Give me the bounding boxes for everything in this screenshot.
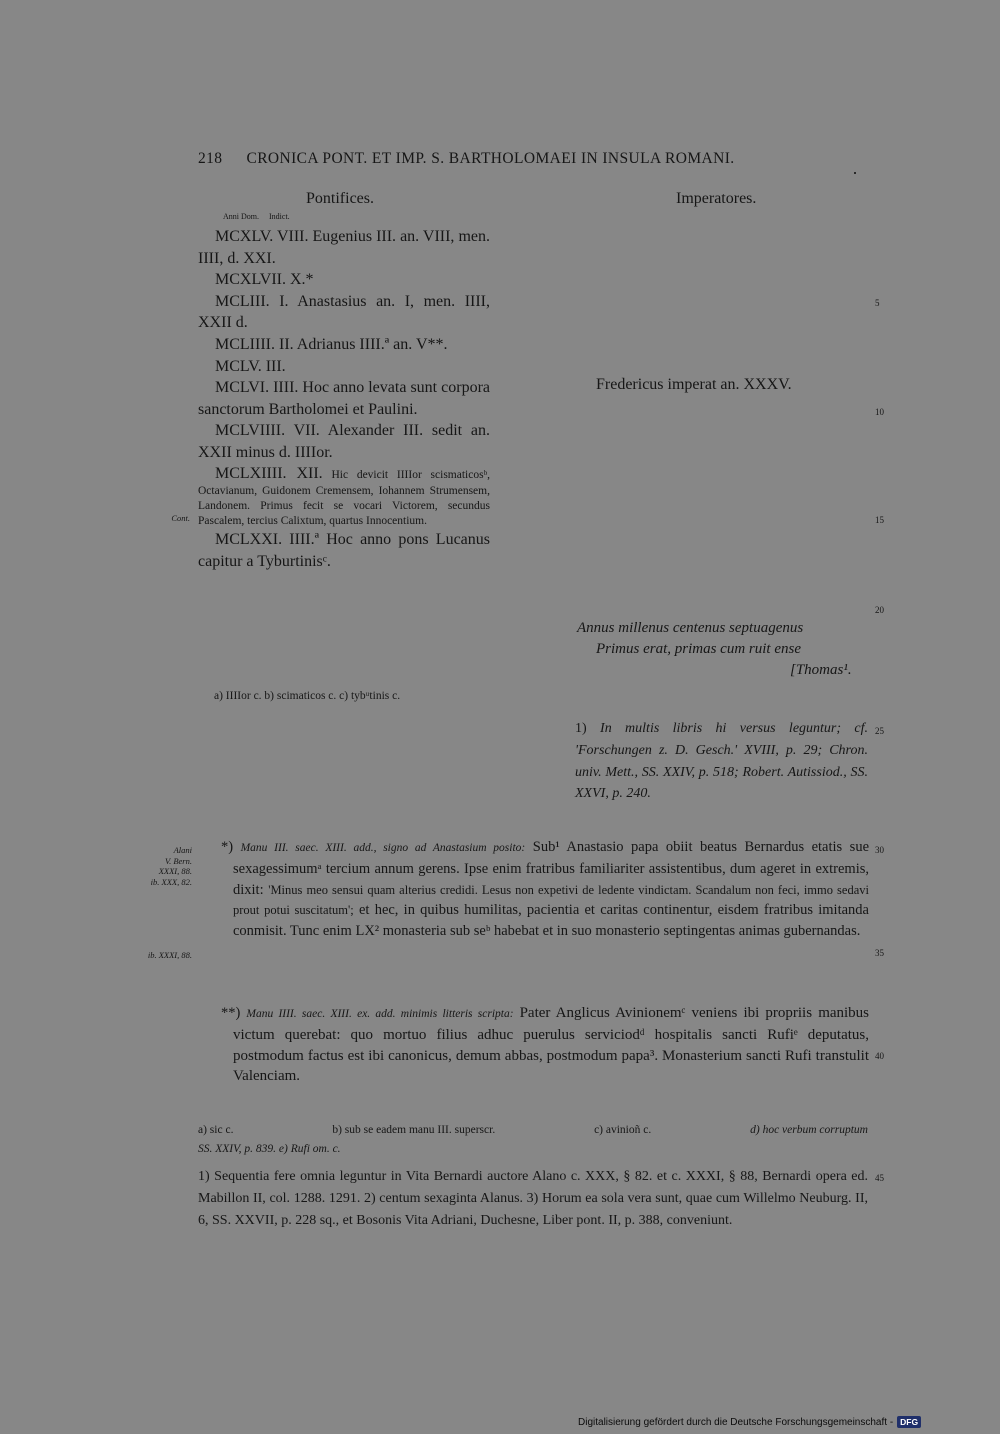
- critical-notes-a: a) IIIIor c. b) scimaticos c. c) tybᵘtinis c.: [214, 690, 401, 702]
- line-number: 15: [875, 515, 884, 525]
- verse-line-2: Primus erat, primas cum ruit ense: [596, 641, 801, 657]
- critical-notes-b-line-2: SS. XXIV, p. 839. e) Rufi om. c.: [198, 1143, 341, 1155]
- pontifex-entry-1171: MCLXXI. IIII.ª Hoc anno pons Lucanus capitur a Tyburtinisᶜ.: [198, 531, 490, 570]
- margin-note-v-bern: V. Bern.: [165, 855, 192, 866]
- verse-line-3: [Thomas¹.: [790, 662, 852, 678]
- addition-2-mark: **): [221, 1005, 241, 1021]
- pontifex-entry: MCLV. III.: [215, 357, 286, 375]
- pontifex-entry: MCLIII. I. Anastasius an. I, men. IIII, XXII d.: [198, 292, 490, 332]
- line-number: 40: [875, 1051, 884, 1061]
- margin-note-xxxi-88: XXXI, 88.: [158, 866, 192, 876]
- critical-notes-b-line-1: [198, 1121, 868, 1140]
- pontifex-entry: MCLIIII. II. Adrianus IIII.ª an. V**.: [215, 335, 448, 353]
- footnote-block-2: [198, 1166, 868, 1231]
- critical-notes-b: [198, 1121, 868, 1159]
- entry-1164-text: Hic devicit IIIIor scismaticosᵇ, Octavianum, Guidonem Cremensem, Iohannem Strumensem, Landonem. Primus fecit se vocari Victorem, secundus Pascalem, tercius Calixtum, quartus Innocentium.: [198, 468, 491, 527]
- margin-note-ib-xxxi-88: ib. XXXI, 88.: [147, 950, 192, 960]
- line-number: 35: [875, 948, 884, 958]
- line-number: 45: [875, 1173, 884, 1183]
- footer-credit: [578, 1416, 921, 1428]
- margin-note-alani-block: [120, 845, 192, 887]
- subheading-years: [223, 212, 300, 221]
- margin-note-ib-xxx-82: ib. XXX, 82.: [150, 876, 192, 887]
- line-number: 10: [875, 407, 884, 417]
- footnote-2-text: 1) Sequentia fere omnia leguntur in Vita Bernardi auctore Alano c. XXX, § 82. et c. XXXI, § 88, Bernardi opera ed. Mabillon II, col. 1288. 1291. 2) centum sexaginta Alanus. 3) Horum ea sola vera sunt, quae cum Willelmo Neuburg. II, 6, SS. XXVII, p. 228 sq., et Bosonis Vita Adriani, Duchesne, Liber pont. II, p. 388, conveniunt.: [198, 1169, 868, 1228]
- subheading-indict: Indict.: [269, 212, 290, 221]
- note-b-d: d) hoc verbum corruptum: [750, 1124, 868, 1136]
- speck: [854, 172, 856, 174]
- line-number: 20: [875, 605, 884, 615]
- addition-1-text: Sub¹ Anastasio papa obiit beatus Bernardus etatis sue sexagessimumᵃ tercium annum gerens. Ipse enim fratribus familiariter assistentibus, dum ageret in extremis, dixit:: [233, 839, 870, 898]
- margin-note-alani: Alani: [173, 845, 192, 855]
- margin-note-cont: Cont.: [171, 513, 190, 523]
- pontifex-entry-1164: [198, 464, 490, 530]
- column-heading-imperatores: Imperatores.: [676, 190, 757, 207]
- running-header: [198, 150, 810, 168]
- addition-2-text: Pater Anglicus Avinionemᶜ veniens ibi propriis manibus victum querebat: quo mortuo filius adhuc puerulus serviciodᵈ hospitalis sancti Rufiᵉ deputatus, postmodum factus est ibi canonicus, demum abbas, postmodum papa³. Monasterium sancti Rufi transtulit Valenciam.: [233, 1005, 870, 1085]
- line-number: 25: [875, 726, 884, 736]
- footnote-1: [575, 718, 868, 805]
- addition-2-note: Manu IIII. saec. XIII. ex. add. minimis litteris scripta:: [246, 1008, 514, 1020]
- addition-1-quote: 'Minus meo sensui quam alterius credidi. Lesus non expetivi de ledente vindictam. Scandalum non feci, immo sedavi prout potui suscitatum';: [233, 882, 869, 918]
- subheading-anni: Anni Dom.: [223, 212, 259, 221]
- entry-1164-lead: MCLXIIII. XII.: [215, 464, 323, 482]
- pontifex-entry: MCXLVII. X.*: [215, 271, 314, 289]
- dfg-logo: DFG: [897, 1416, 921, 1428]
- verse-line-1: Annus millenus centenus septuagenus: [577, 620, 804, 636]
- column-heading-pontifices: Pontifices.: [306, 190, 374, 207]
- addition-1-note: Manu III. saec. XIII. add., signo ad Anastasium posito:: [240, 842, 526, 854]
- running-title: CRONICA PONT. ET IMP. S. BARTHOLOMAEI IN INSULA ROMANI.: [246, 150, 735, 167]
- pontifex-entry: MCLVI. IIII. Hoc anno levata sunt corpora sanctorum Bartholomei et Paulini.: [198, 379, 490, 418]
- page-number: 218: [198, 150, 223, 167]
- note-b-b: b) sub se eadem manu III. superscr.: [332, 1124, 496, 1136]
- footer-credit-text: Digitalisierung gefördert durch die Deutsche Forschungsgemeinschaft -: [578, 1417, 894, 1428]
- pontifices-column: [198, 226, 490, 572]
- addition-1: [221, 837, 870, 942]
- addition-1-text-end: et hec, in quibus humilitas, pacientia et caritas continentur, eisdem fratribus imitanda conmisit. Tunc enim LX² monasteria sub seᵇ habebat et in suo monasterio septingentas animas gubernandas.: [233, 902, 869, 940]
- addition-2: [221, 1003, 870, 1087]
- footnote-1-label: 1): [575, 721, 587, 736]
- line-number: 30: [875, 845, 884, 855]
- note-b-a: a) sic c.: [198, 1124, 234, 1136]
- pontifex-entry: MCLVIIII. VII. Alexander III. sedit an. XXII minus d. IIIIor.: [198, 422, 490, 461]
- pontifex-entry: MCXLV. VIII. Eugenius III. an. VIII, men. IIII, d. XXI.: [198, 228, 490, 267]
- footnote-1-text: In multis libris hi versus leguntur; cf. 'Forschungen z. D. Gesch.' XVIII, p. 29; Chron. univ. Mett., SS. XXIV, p. 518; Robert. Autissiod., SS. XXVI, p. 240.: [575, 721, 868, 802]
- imperator-entry-fredericus: Fredericus imperat an. XXXV.: [596, 376, 792, 393]
- note-b-c: c) avinioñ c.: [594, 1124, 652, 1136]
- line-number: 5: [875, 298, 880, 308]
- addition-1-mark: *): [221, 839, 234, 855]
